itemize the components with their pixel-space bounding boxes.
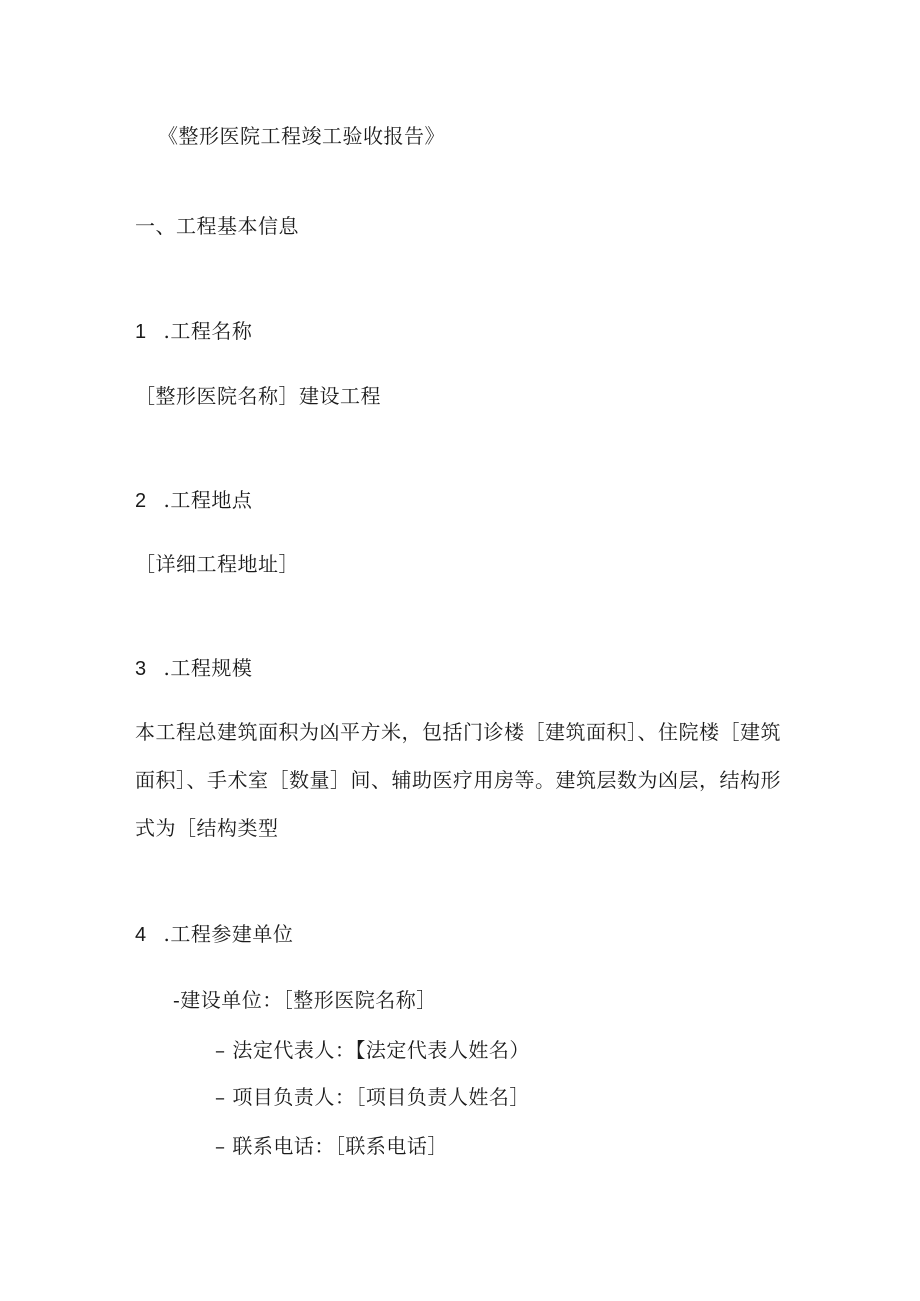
section-heading: 一、工程基本信息 (135, 214, 299, 238)
item-label: .工程规模 (163, 656, 253, 680)
item-heading-4 (135, 920, 293, 949)
item-content-2: ［详细工程地址］ (135, 552, 299, 576)
item-heading-2 (135, 486, 252, 515)
document-title: 《整形医院工程竣工验收报告》 (158, 124, 445, 148)
item-paragraph-3 (135, 708, 785, 852)
contact-phone: – 联系电话：［联系电话］ (215, 1134, 448, 1158)
item-heading-3 (135, 654, 252, 683)
item-number: 2 (135, 490, 147, 512)
construction-unit: -建设单位：［整形医院名称］ (173, 988, 437, 1012)
item-label: .工程地点 (163, 488, 253, 512)
item-label: .工程参建单位 (163, 922, 294, 946)
item-content-1: ［整形医院名称］建设工程 (135, 384, 381, 408)
item-number: 4 (135, 924, 147, 946)
paragraph-line: 本工程总建筑面积为凶平方米，包括门诊楼［建筑面积］、住院楼［建筑 (135, 720, 781, 744)
legal-representative: – 法定代表人：【法定代表人姓名） (215, 1038, 530, 1062)
item-label: .工程名称 (163, 319, 253, 343)
project-lead: – 项目负责人：［项目负责人姓名］ (215, 1085, 530, 1109)
item-number: 3 (135, 658, 147, 680)
paragraph-line: 式为［结构类型 (135, 816, 279, 840)
item-heading-1 (135, 317, 252, 346)
item-number: 1 (135, 321, 147, 343)
paragraph-line: 面积］、手术室［数量］间、辅助医疗用房等。建筑层数为凶层，结构形 (135, 768, 781, 792)
